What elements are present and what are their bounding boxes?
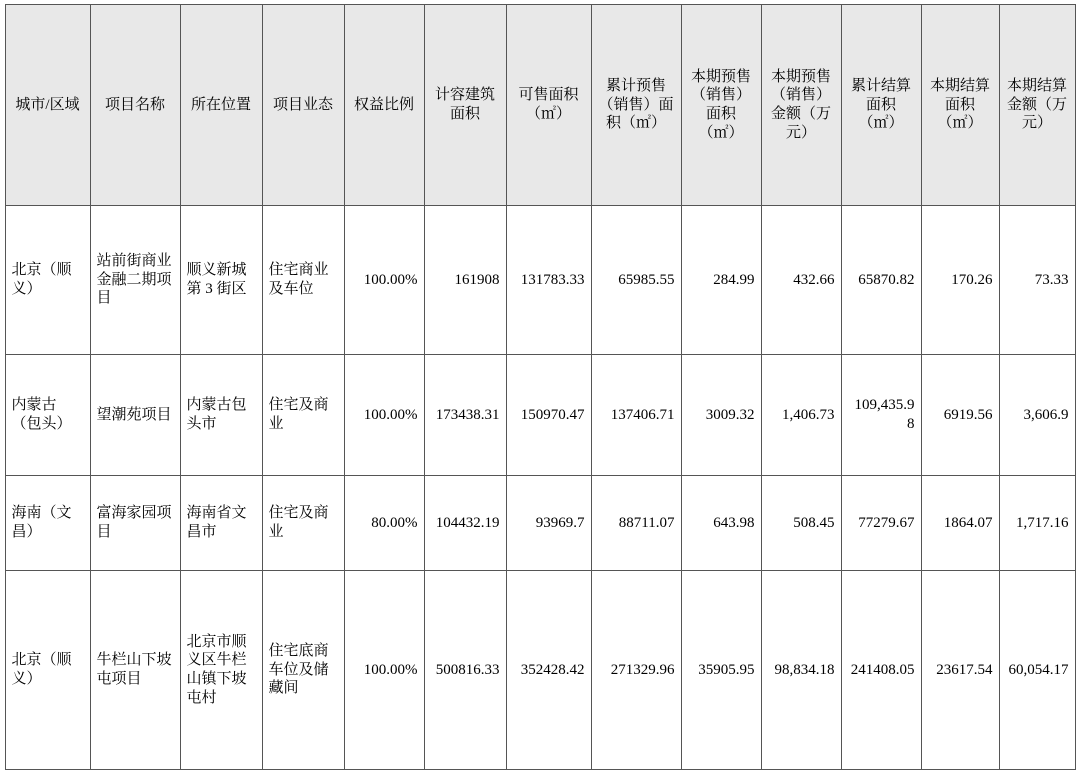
cell-cumulative-presale-area: 271329.96	[591, 571, 681, 770]
column-header-city: 城市/区域	[5, 5, 90, 206]
column-header-gfa: 计容建筑面积	[424, 5, 506, 206]
cell-period-settlement-amount: 73.33	[999, 206, 1075, 355]
cell-period-presale-area: 284.99	[681, 206, 761, 355]
cell-period-presale-amount: 508.45	[761, 476, 841, 571]
cell-salable-area: 93969.7	[506, 476, 591, 571]
column-header-period-presale-area: 本期预售（销售）面积（㎡）	[681, 5, 761, 206]
cell-equity-ratio: 100.00%	[344, 571, 424, 770]
cell-gfa: 104432.19	[424, 476, 506, 571]
cell-gfa: 500816.33	[424, 571, 506, 770]
cell-gfa: 173438.31	[424, 355, 506, 476]
table-row	[5, 571, 1075, 770]
cell-period-presale-amount: 1,406.73	[761, 355, 841, 476]
cell-cumulative-presale-area: 88711.07	[591, 476, 681, 571]
cell-equity-ratio: 80.00%	[344, 476, 424, 571]
cell-project-type: 住宅及商业	[262, 355, 344, 476]
cell-period-presale-amount: 98,834.18	[761, 571, 841, 770]
cell-cumulative-presale-area: 65985.55	[591, 206, 681, 355]
cell-period-settlement-area: 6919.56	[921, 355, 999, 476]
column-header-salable-area: 可售面积（㎡）	[506, 5, 591, 206]
cell-city: 北京（顺义）	[5, 206, 90, 355]
table-row	[5, 206, 1075, 355]
cell-location: 北京市顺义区牛栏山镇下坡屯村	[180, 571, 262, 770]
cell-cumulative-settlement-area: 241408.05	[841, 571, 921, 770]
table-row	[5, 355, 1075, 476]
cell-cumulative-presale-area: 137406.71	[591, 355, 681, 476]
column-header-project-type: 项目业态	[262, 5, 344, 206]
column-header-equity-ratio: 权益比例	[344, 5, 424, 206]
column-header-cumulative-settlement-area: 累计结算面积（㎡）	[841, 5, 921, 206]
cell-period-settlement-area: 23617.54	[921, 571, 999, 770]
table-body	[5, 206, 1075, 770]
column-header-period-settlement-amount: 本期结算金额（万元）	[999, 5, 1075, 206]
cell-period-presale-amount: 432.66	[761, 206, 841, 355]
cell-period-settlement-amount: 1,717.16	[999, 476, 1075, 571]
table-header-row	[5, 5, 1075, 206]
cell-period-presale-area: 643.98	[681, 476, 761, 571]
cell-project-name: 望潮苑项目	[90, 355, 180, 476]
cell-cumulative-settlement-area: 77279.67	[841, 476, 921, 571]
project-sales-settlement-table	[5, 4, 1076, 770]
table-header	[5, 5, 1075, 206]
cell-salable-area: 150970.47	[506, 355, 591, 476]
cell-period-presale-area: 35905.95	[681, 571, 761, 770]
cell-equity-ratio: 100.00%	[344, 355, 424, 476]
column-header-period-presale-amount: 本期预售（销售）金额（万元）	[761, 5, 841, 206]
cell-equity-ratio: 100.00%	[344, 206, 424, 355]
cell-city: 北京（顺义）	[5, 571, 90, 770]
column-header-project-name: 项目名称	[90, 5, 180, 206]
cell-location: 海南省文昌市	[180, 476, 262, 571]
cell-period-settlement-amount: 3,606.9	[999, 355, 1075, 476]
cell-period-settlement-area: 170.26	[921, 206, 999, 355]
cell-cumulative-settlement-area: 109,435.98	[841, 355, 921, 476]
cell-city: 内蒙古（包头）	[5, 355, 90, 476]
column-header-location: 所在位置	[180, 5, 262, 206]
cell-project-type: 住宅及商业	[262, 476, 344, 571]
cell-location: 顺义新城第 3 街区	[180, 206, 262, 355]
cell-project-type: 住宅底商车位及储藏间	[262, 571, 344, 770]
cell-period-settlement-area: 1864.07	[921, 476, 999, 571]
cell-city: 海南（文昌）	[5, 476, 90, 571]
cell-project-name: 牛栏山下坡屯项目	[90, 571, 180, 770]
cell-period-settlement-amount: 60,054.17	[999, 571, 1075, 770]
table-row	[5, 476, 1075, 571]
column-header-period-settlement-area: 本期结算面积（㎡）	[921, 5, 999, 206]
column-header-cumulative-presale-area: 累计预售（销售）面积（㎡）	[591, 5, 681, 206]
cell-gfa: 161908	[424, 206, 506, 355]
cell-project-name: 富海家园项目	[90, 476, 180, 571]
cell-location: 内蒙古包头市	[180, 355, 262, 476]
cell-cumulative-settlement-area: 65870.82	[841, 206, 921, 355]
cell-period-presale-area: 3009.32	[681, 355, 761, 476]
cell-project-name: 站前街商业金融二期项目	[90, 206, 180, 355]
cell-salable-area: 131783.33	[506, 206, 591, 355]
cell-salable-area: 352428.42	[506, 571, 591, 770]
cell-project-type: 住宅商业及车位	[262, 206, 344, 355]
